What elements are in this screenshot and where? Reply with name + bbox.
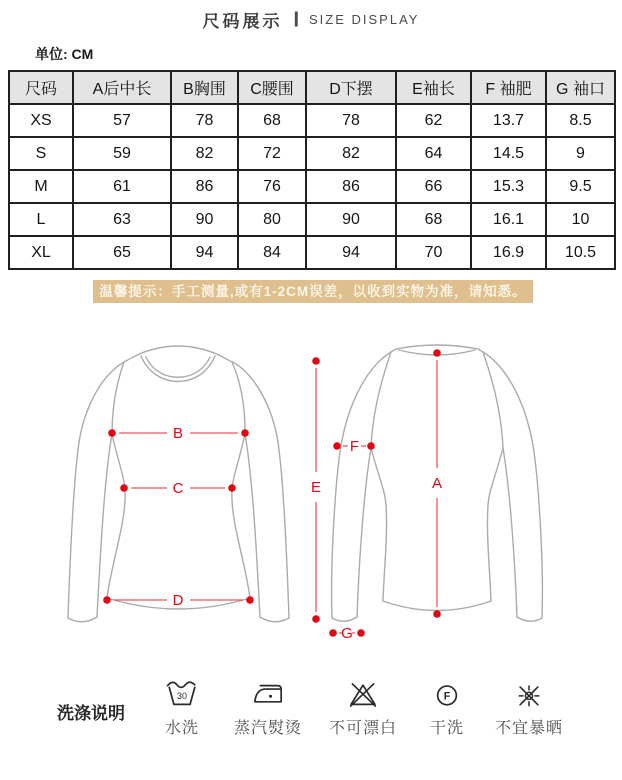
care-item-label: 不宜暴晒 xyxy=(494,720,563,737)
col-header-cuff: G 袖口 xyxy=(546,71,615,104)
value-cell: 57 xyxy=(73,104,171,137)
size-table xyxy=(8,70,616,270)
value-cell: 66 xyxy=(396,170,471,203)
label-d: D xyxy=(172,592,184,609)
table-row xyxy=(9,203,615,236)
value-cell: 94 xyxy=(171,236,238,269)
label-g: G xyxy=(341,625,353,642)
value-cell: 94 xyxy=(306,236,396,269)
value-cell: 86 xyxy=(171,170,238,203)
col-header-size: 尺码 xyxy=(9,71,73,104)
value-cell: 78 xyxy=(306,104,396,137)
care-item-label: 干洗 xyxy=(429,720,464,737)
label-e: E xyxy=(310,479,322,496)
value-cell: 68 xyxy=(238,104,306,137)
col-header-hem: D下摆 xyxy=(306,71,396,104)
value-cell: 70 xyxy=(396,236,471,269)
care-item-iron xyxy=(220,676,316,738)
value-cell: 65 xyxy=(73,236,171,269)
value-cell: 90 xyxy=(306,203,396,236)
measure-e xyxy=(311,357,321,623)
value-cell: 78 xyxy=(171,104,238,137)
value-cell: 16.9 xyxy=(471,236,546,269)
measure-c xyxy=(120,480,236,497)
value-cell: 9 xyxy=(546,137,615,170)
care-item-label: 水洗 xyxy=(164,720,199,737)
value-cell: 14.5 xyxy=(471,137,546,170)
care-item-label: 蒸汽熨烫 xyxy=(233,720,302,737)
tip-bar: 温馨提示：手工测量,或有1-2CM误差，以收到实物为准，请知悉。 xyxy=(93,280,533,303)
back-garment-outline xyxy=(332,345,543,621)
label-c: C xyxy=(172,480,184,497)
steam-iron-icon xyxy=(220,676,316,712)
page-title xyxy=(0,7,622,31)
front-garment-outline xyxy=(68,346,289,622)
col-header-arm: F 袖肥 xyxy=(471,71,546,104)
label-b: B xyxy=(172,425,184,442)
svg-text:F: F xyxy=(443,690,451,703)
col-header-sleeve: E袖长 xyxy=(396,71,471,104)
value-cell: 64 xyxy=(396,137,471,170)
table-row xyxy=(9,170,615,203)
table-row xyxy=(9,137,615,170)
care-item-label: 不可漂白 xyxy=(328,720,397,737)
value-cell: 76 xyxy=(238,170,306,203)
value-cell: 84 xyxy=(238,236,306,269)
unit-label: 单位: CM xyxy=(35,46,94,62)
no-bleach-icon xyxy=(315,676,411,712)
table-header-row xyxy=(9,71,615,104)
value-cell: 59 xyxy=(73,137,171,170)
size-table-body xyxy=(9,104,615,269)
value-cell: 8.5 xyxy=(546,104,615,137)
value-cell: 90 xyxy=(171,203,238,236)
title-divider: | xyxy=(292,10,299,27)
size-cell: L xyxy=(9,203,73,236)
care-item-sun xyxy=(481,676,577,738)
value-cell: 15.3 xyxy=(471,170,546,203)
measure-f xyxy=(333,438,375,455)
col-header-back: A后中长 xyxy=(73,71,171,104)
value-cell: 62 xyxy=(396,104,471,137)
wash-30-icon xyxy=(134,676,230,712)
measure-b xyxy=(108,425,249,442)
value-cell: 63 xyxy=(73,203,171,236)
title-cn: 尺码展示 xyxy=(202,11,283,31)
measure-g xyxy=(329,625,365,642)
size-cell: S xyxy=(9,137,73,170)
label-a: A xyxy=(431,475,443,492)
size-cell: XS xyxy=(9,104,73,137)
value-cell: 86 xyxy=(306,170,396,203)
table-row xyxy=(9,104,615,137)
value-cell: 80 xyxy=(238,203,306,236)
value-cell: 10.5 xyxy=(546,236,615,269)
care-item-bleach xyxy=(315,676,411,738)
measure-a xyxy=(432,349,442,618)
measure-d xyxy=(103,592,254,609)
col-header-waist: C腰围 xyxy=(238,71,306,104)
size-cell: M xyxy=(9,170,73,203)
value-cell: 68 xyxy=(396,203,471,236)
value-cell: 72 xyxy=(238,137,306,170)
value-cell: 82 xyxy=(306,137,396,170)
care-section-label: 洗涤说明 xyxy=(57,704,125,723)
label-f: F xyxy=(349,438,360,455)
value-cell: 13.7 xyxy=(471,104,546,137)
care-item-wash xyxy=(134,676,230,738)
col-header-bust: B胸围 xyxy=(171,71,238,104)
title-en: SIZE DISPLAY xyxy=(309,11,420,27)
svg-text:30: 30 xyxy=(177,690,187,701)
no-sun-icon xyxy=(481,676,577,712)
value-cell: 82 xyxy=(171,137,238,170)
value-cell: 9.5 xyxy=(546,170,615,203)
table-row xyxy=(9,236,615,269)
value-cell: 61 xyxy=(73,170,171,203)
value-cell: 10 xyxy=(546,203,615,236)
value-cell: 16.1 xyxy=(471,203,546,236)
size-cell: XL xyxy=(9,236,73,269)
